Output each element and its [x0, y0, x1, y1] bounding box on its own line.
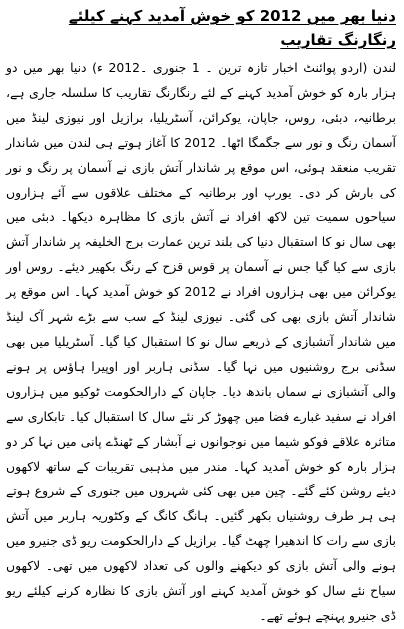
article-sentence: دبئی میں بھی سال نو کا استقبال دنیا کی بلند ترین عمارت برج الخلیفہ پر شاندار آتش بازی سے کیا گیا جس نے آسمان پر قوس قزح کے رنگ بکھیر دیئے۔	[6, 209, 396, 275]
article-sentence: روس اور یوکرائن میں بھی ہزاروں افراد نے 2012 کو خوش آمدید کہا۔ اس موقع پر شاندار آتش بازی بھی کی گئی۔	[6, 259, 397, 325]
article-body	[6, 56, 396, 629]
article-sentence: لاکھوں سیاح نئے سال کو خوش آمدید کہنے اور آتش بازی کا نظارہ کرنے کیلئے ریو ڈی جنیرو پہنچے ہوئے تھے۔	[6, 558, 396, 623]
article-sentence: ہانگ کانگ کے وکٹوریہ ہاربر میں آتش بازی سے رات کا اندھیرا چھٹ گیا۔	[6, 508, 397, 549]
article-sentence: برازیل کے دارالحکومت ریو ڈی جنیرو میں ہونے والی آتش بازی کو دیکھنے والوں کی تعداد لاکھوں میں تھی۔	[6, 533, 396, 574]
article-sentence: جاپان کے دارالحکومت ٹوکیو میں ہزاروں افراد نے سفید غبارے فضا میں چھوڑ کر نئے سال کا استقبال کیا۔	[6, 383, 396, 424]
article-sentence: نیوزی لینڈ کے سب سے بڑے شہر آک لینڈ میں شاندار آتشبازی کے ذریعے سال نو کا استقبال کیا گیا۔	[6, 309, 396, 349]
article-sentence: تابکاری سے متاثرہ علاقے فوکو شیما میں نوجوانوں نے آبشار کے ٹھنڈے پانی میں نہا کر دو ہزار بارہ کو خوش آمدید کہا۔	[6, 408, 396, 474]
article-sentence: چین میں بھی کئی شہروں میں جنوری کے شروع ہوتے ہی ہر طرف روشنیاں بکھر گئیں۔	[6, 483, 396, 524]
article-sentence: 2012 کا آغاز ہوتے ہی لندن میں شاندار تقریب منعقد ہوئی، اس موقع پر شاندار آتش بازی نے آسمان پر رنگ و نور کی بارش کر دی۔ یورپ اور برطانیہ کے مختلف علاقوں سے آئے ہزاروں سیاحوں سمیت تین لاکھ افراد نے آتش بازی کا مظاہرہ دیکھا۔	[6, 134, 397, 225]
article-headline: دنیا بھر میں 2012 کو خوش آمدید کہنے کیلئے رنگارنگ تقاریب	[68, 7, 396, 49]
article-sentence: مندر میں مذہبی تقریبات کے ساتھ لاکھوں دیئے روشن کئے گئے۔	[6, 458, 396, 499]
article-sentence: آسٹریلیا میں بھی سڈنی برج روشنیوں میں نہا گیا۔ سڈنی ہاربر اور اوپیرا ہاؤس پر ہونے والی آتشبازی نے سماں باندھ دیا۔	[6, 333, 397, 399]
article-sentence: لندن (اردو پوائنٹ اخبار تازہ ترین ۔ 1 جنوری ۔2012 ء) دنیا بھر میں دو ہزار بارہ کو خوش آمدید کہنے کے لئے رنگارنگ تقاریب کا سلسلہ جاری ہے، برطانیہ، دبئی، روس، جاپان، یوکرائن، آسٹریلیا، برازیل اور نیوزی لینڈ میں آسمان رنگ و نور سے جگمگا اٹھا۔	[6, 60, 397, 150]
